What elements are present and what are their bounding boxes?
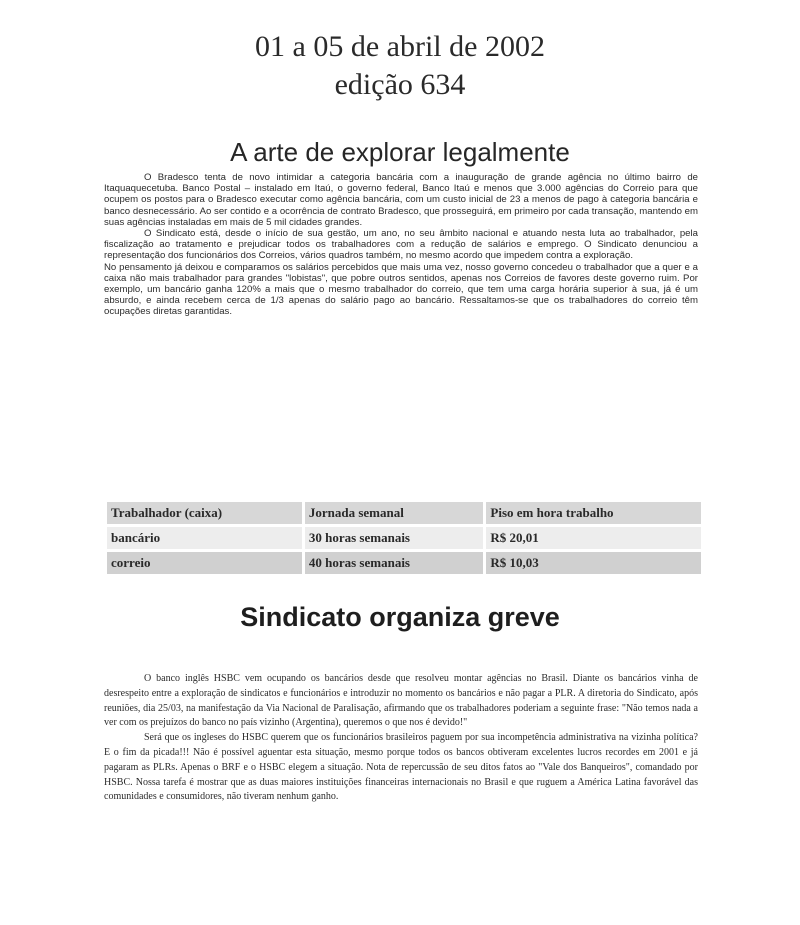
table-cell: R$ 20,01 xyxy=(486,527,701,549)
edition-number: edição 634 xyxy=(334,68,466,101)
paragraph: O Bradesco tenta de novo intimidar a categoria bancária com a inauguração de grande agência no último bairro de Itaquaquecetuba. Banco Postal – instalado em Itaú, o governo federal, Banco Itaú e menos que 3.000 agências do Correio para que ocupem os postos para o Bradesco executar como agência bancária, com um custo inicial de 23 a menos de pago à categoria bancária e banco desnecessário. Ao ser contido e a ocorrência de contrato Bradesco, que prosseguirá, em primeiro por cada transação, mantendo em suas agências instaladas em mais de 5 mil cidades grandes. xyxy=(104,172,698,228)
paragraph: No pensamento já deixou e comparamos os salários percebidos que mais uma vez, nosso governo concedeu o trabalhador que a quer e a caixa não mais trabalhador para grandes "lobistas", que pobre outros sentidos, apenas nos Correios de favores deste governo ruim. Por exemplo, um bancário ganha 120% a mais que o mesmo trabalhador do correio, que tem uma carga horária superior à sua, já é um absurdo, e ainda recebem cerca de 1/3 apenas do salário pago ao bancário. Ressaltamos-se que os trabalhadores do correio têm ocupações diretas garantidas. xyxy=(104,261,698,318)
article-body xyxy=(104,172,698,318)
table-row xyxy=(107,552,701,574)
article-title: Sindicato organiza greve xyxy=(240,602,560,632)
table-header-row xyxy=(107,502,701,524)
table-row xyxy=(107,527,701,549)
column-header: Piso em hora trabalho xyxy=(486,502,701,524)
column-header: Trabalhador (caixa) xyxy=(107,502,302,524)
wage-comparison-table xyxy=(104,499,704,577)
table-cell: correio xyxy=(107,552,302,574)
column-header: Jornada semanal xyxy=(305,502,484,524)
article-body xyxy=(104,672,698,805)
paragraph: O Sindicato está, desde o início de sua gestão, um ano, no seu âmbito nacional e atuando nesta luta ao trabalhador, pela fiscalização ao tratamento e prejudicar todos os trabalhadores com a redução de salários e emprego. O Sindicato denunciou a representação dos funcionários dos Correios, vários quadros também, no mesmo acordo que impedem contra a exploração. xyxy=(104,228,698,262)
table-cell: 30 horas semanais xyxy=(305,527,484,549)
paragraph: O banco inglês HSBC vem ocupando os bancários desde que resolveu montar agências no Brasil. Diante os bancários vinha de desrespeito entre a exploração de sindicatos e funcionários e introduzir no momento os bancários e não pagar a PLR. A diretoria do Sindicato, após reuniões, dia 25/03, na manifestação da Via Nacional de Paralisação, afirmando que os trabalhadores poderiam a seguinte frase: "Não temos nada a ver com os prejuízos do banco no país vizinho (Argentina), queremos o que nos é devido!" xyxy=(104,673,698,729)
table-cell: 40 horas semanais xyxy=(305,552,484,574)
table-cell: R$ 10,03 xyxy=(486,552,701,574)
table-cell: bancário xyxy=(107,527,302,549)
paragraph: Será que os ingleses do HSBC querem que os funcionários brasileiros paguem por sua incompetência administrativa na vizinha política? E o fim da picada!!! Não é possível aguentar esta situação, mesmo porque todos os bancos obtiveram excelentes lucros recordes em 2001 e já pagaram as PLRs. Apenas o BRF e o HSBC elegem a situação. Nota de repercussão de seu ditos fatos ao "Vale dos Banqueiros", comandado por HSBC. Nossa tarefa é mostrar que as duas maiores instituições financeiras internacionais no Brasil e que ruguem a América Latina favorável das comunidades e consumidores, não tiveram nenhum ganho. xyxy=(104,732,698,803)
article-title: A arte de explorar legalmente xyxy=(230,137,570,167)
issue-date: 01 a 05 de abril de 2002 xyxy=(255,30,545,63)
